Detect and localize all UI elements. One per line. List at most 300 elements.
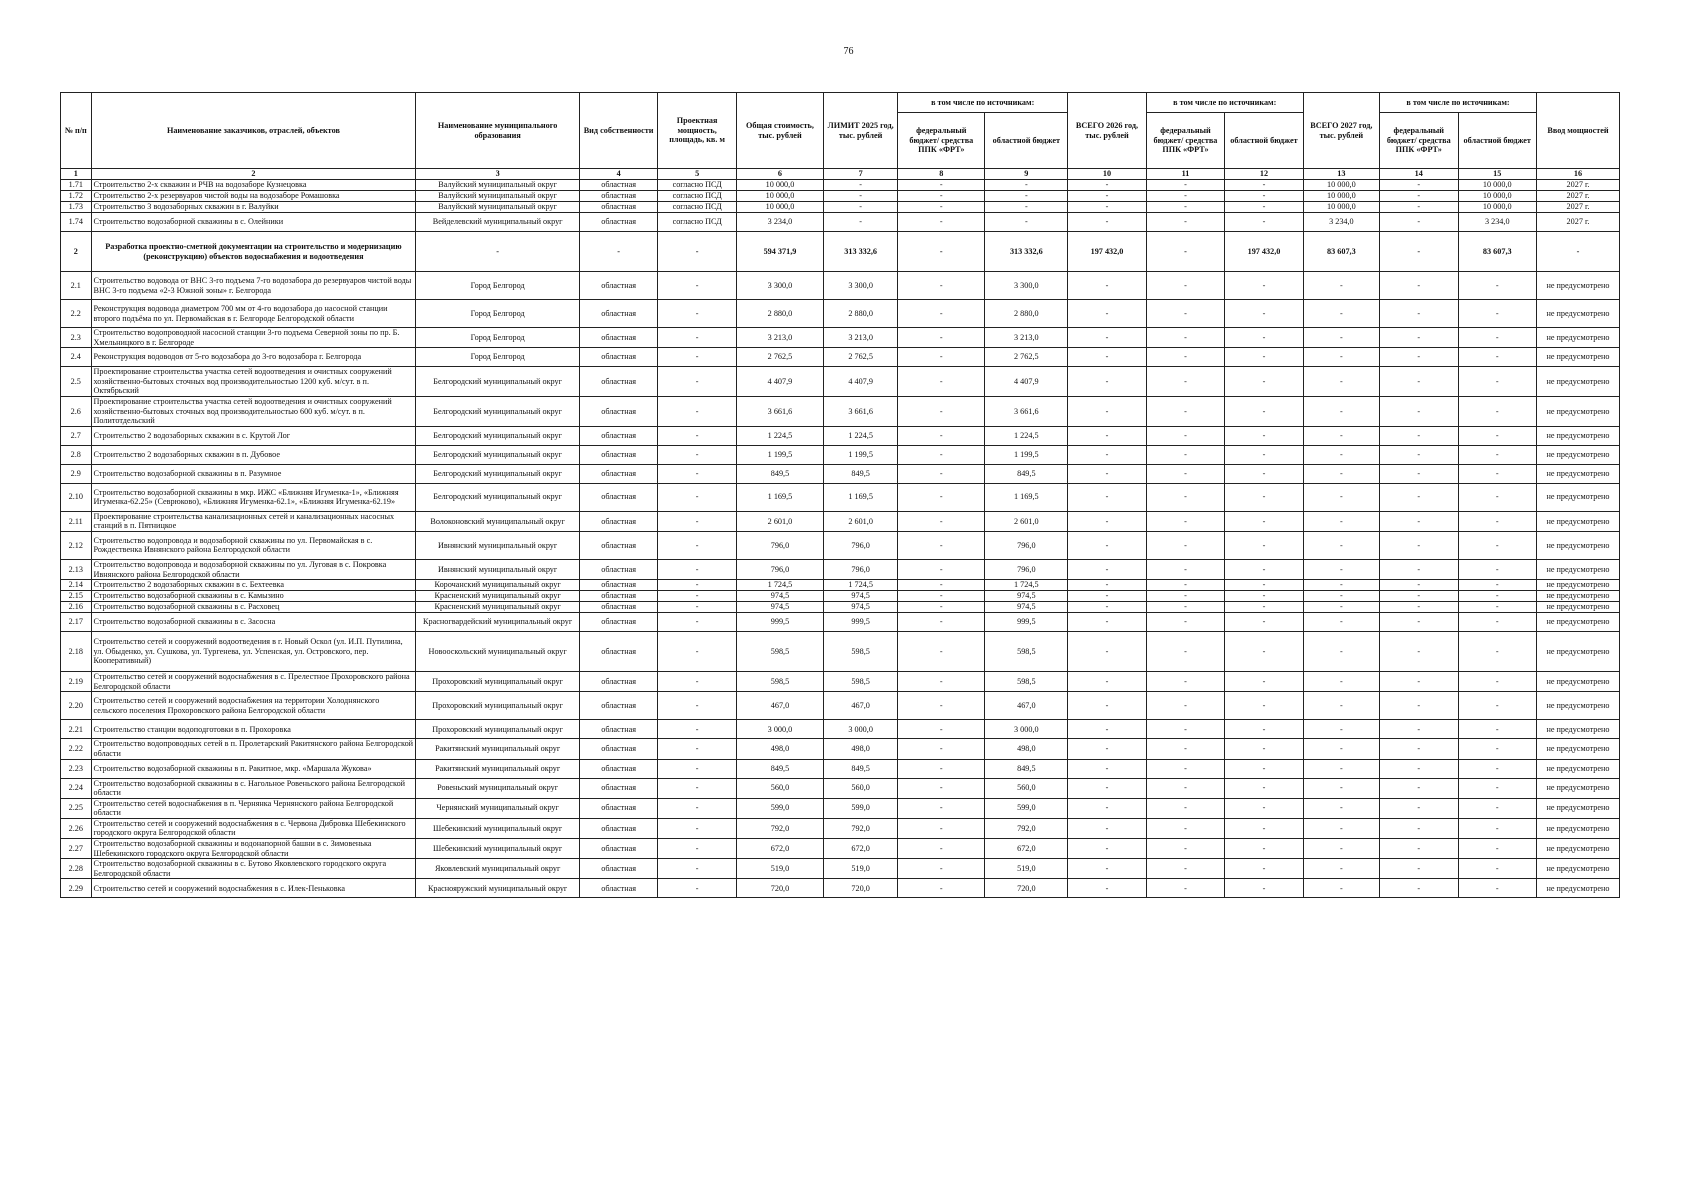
federal-2026-cell: - — [1146, 272, 1224, 300]
header-total-2027: ВСЕГО 2027 год, тыс. рублей — [1303, 93, 1379, 169]
object-name-cell: Реконструкция водоводов от 5-го водозабора до 3-го водозабора г. Белгорода — [91, 348, 416, 367]
object-name-cell: Строительство сетей и сооружений водоснабжения в с. Червона Дибровка Шебекинского городского округа Белгородской области — [91, 818, 416, 838]
object-name-cell: Строительство 2 водозаборных скважин в п. Дубовое — [91, 445, 416, 464]
total-2026-cell: - — [1068, 818, 1146, 838]
total-2026-cell: - — [1068, 531, 1146, 559]
header-ownership: Вид собственности — [579, 93, 657, 169]
limit-2025-cell: - — [824, 191, 898, 202]
ownership-cell: областная — [579, 367, 657, 397]
regional-2025-cell: 2 880,0 — [985, 300, 1068, 328]
total-cost-cell: 849,5 — [736, 464, 823, 483]
regional-2027-cell: 10 000,0 — [1458, 202, 1537, 213]
commissioning-cell: не предусмотрено — [1537, 818, 1620, 838]
ownership-cell: областная — [579, 778, 657, 798]
table-row — [61, 202, 1620, 213]
total-cost-cell: 3 300,0 — [736, 272, 823, 300]
regional-2027-cell: - — [1458, 839, 1537, 859]
total-2026-cell: - — [1068, 632, 1146, 672]
total-2027-cell: - — [1303, 602, 1379, 613]
federal-2026-cell: - — [1146, 191, 1224, 202]
commissioning-cell: 2027 г. — [1537, 213, 1620, 232]
limit-2025-cell: 519,0 — [824, 859, 898, 879]
ownership-cell: областная — [579, 511, 657, 531]
total-2027-cell: - — [1303, 559, 1379, 579]
ownership-cell: областная — [579, 859, 657, 879]
regional-2026-cell: - — [1225, 859, 1304, 879]
ownership-cell: областная — [579, 559, 657, 579]
total-cost-cell: 796,0 — [736, 531, 823, 559]
commissioning-cell: не предусмотрено — [1537, 464, 1620, 483]
capacity-cell: согласно ПСД — [658, 180, 736, 191]
total-2026-cell: - — [1068, 213, 1146, 232]
object-name-cell: Строительство 2 водозаборных скважин в с. Бехтеевка — [91, 580, 416, 591]
object-name-cell: Строительство водозаборной скважины в с. Расховец — [91, 602, 416, 613]
object-name-cell: Строительство станции водоподготовки в п. Прохоровка — [91, 720, 416, 739]
row-number-cell: 2.8 — [61, 445, 92, 464]
capacity-cell: - — [658, 396, 736, 426]
regional-2026-cell: - — [1225, 426, 1304, 445]
federal-2025-cell: - — [898, 483, 985, 511]
municipality-cell: Волоконовский муниципальный округ — [416, 511, 580, 531]
federal-2025-cell: - — [898, 396, 985, 426]
total-2026-cell: - — [1068, 613, 1146, 632]
total-2026-cell: - — [1068, 559, 1146, 579]
row-number-cell: 2.17 — [61, 613, 92, 632]
total-cost-cell: 1 224,5 — [736, 426, 823, 445]
total-2027-cell: 10 000,0 — [1303, 180, 1379, 191]
total-2026-cell: - — [1068, 483, 1146, 511]
federal-2027-cell: - — [1380, 232, 1458, 272]
object-name-cell: Строительство сетей водоснабжения в п. Чернянка Чернянского района Белгородской области — [91, 798, 416, 818]
municipality-cell: Ивнянский муниципальный округ — [416, 559, 580, 579]
federal-2026-cell: - — [1146, 559, 1224, 579]
ownership-cell: областная — [579, 180, 657, 191]
total-2026-cell: - — [1068, 859, 1146, 879]
header-name: Наименование заказчиков, отраслей, объектов — [91, 93, 416, 169]
table-row — [61, 300, 1620, 328]
row-number-cell: 2.5 — [61, 367, 92, 397]
table-row — [61, 445, 1620, 464]
regional-2025-cell: 974,5 — [985, 602, 1068, 613]
total-2026-cell: 197 432,0 — [1068, 232, 1146, 272]
table-row — [61, 839, 1620, 859]
total-2026-cell: - — [1068, 348, 1146, 367]
row-number-cell: 2.6 — [61, 396, 92, 426]
table-row — [61, 580, 1620, 591]
total-cost-cell: 792,0 — [736, 818, 823, 838]
federal-2026-cell: - — [1146, 396, 1224, 426]
total-2027-cell: 83 607,3 — [1303, 232, 1379, 272]
ownership-cell: областная — [579, 839, 657, 859]
municipality-cell: Город Белгород — [416, 272, 580, 300]
federal-2027-cell: - — [1380, 720, 1458, 739]
federal-2025-cell: - — [898, 367, 985, 397]
regional-2025-cell: 3 000,0 — [985, 720, 1068, 739]
ownership-cell: областная — [579, 426, 657, 445]
limit-2025-cell: - — [824, 180, 898, 191]
federal-2026-cell: - — [1146, 232, 1224, 272]
regional-2026-cell: - — [1225, 602, 1304, 613]
capacity-cell: - — [658, 580, 736, 591]
federal-2026-cell: - — [1146, 328, 1224, 348]
federal-2026-cell: - — [1146, 426, 1224, 445]
regional-2026-cell: - — [1225, 300, 1304, 328]
column-number: 9 — [985, 169, 1068, 180]
capacity-cell: - — [658, 531, 736, 559]
total-cost-cell: 3 000,0 — [736, 720, 823, 739]
limit-2025-cell: 796,0 — [824, 531, 898, 559]
ownership-cell: областная — [579, 672, 657, 692]
ownership-cell: областная — [579, 879, 657, 898]
commissioning-cell: не предусмотрено — [1537, 426, 1620, 445]
regional-2026-cell: - — [1225, 580, 1304, 591]
federal-2027-cell: - — [1380, 613, 1458, 632]
total-cost-cell: 999,5 — [736, 613, 823, 632]
ownership-cell: областная — [579, 300, 657, 328]
federal-2027-cell: - — [1380, 426, 1458, 445]
table-row — [61, 591, 1620, 602]
federal-2026-cell: - — [1146, 445, 1224, 464]
capacity-cell: - — [658, 798, 736, 818]
regional-2025-cell: - — [985, 213, 1068, 232]
regional-2026-cell: - — [1225, 531, 1304, 559]
total-cost-cell: 672,0 — [736, 839, 823, 859]
total-2027-cell: - — [1303, 511, 1379, 531]
total-2026-cell: - — [1068, 778, 1146, 798]
regional-2026-cell: - — [1225, 798, 1304, 818]
municipality-cell: Красненский муниципальный округ — [416, 602, 580, 613]
total-2026-cell: - — [1068, 464, 1146, 483]
federal-2025-cell: - — [898, 580, 985, 591]
ownership-cell: областная — [579, 759, 657, 778]
object-name-cell: Разработка проектно-сметной документации на строительство и модернизацию (реконструкцию) объектов водоснабжения и водоотведения — [91, 232, 416, 272]
regional-2025-cell: 3 213,0 — [985, 328, 1068, 348]
municipality-cell: Город Белгород — [416, 300, 580, 328]
column-number: 13 — [1303, 169, 1379, 180]
row-number-cell: 2.23 — [61, 759, 92, 778]
regional-2025-cell: 560,0 — [985, 778, 1068, 798]
regional-2025-cell: - — [985, 191, 1068, 202]
municipality-cell: Прохоровский муниципальный округ — [416, 692, 580, 720]
total-2027-cell: - — [1303, 531, 1379, 559]
commissioning-cell: не предусмотрено — [1537, 879, 1620, 898]
object-name-cell: Строительство 2-х резервуаров чистой воды на водозаборе Ромашовка — [91, 191, 416, 202]
federal-2027-cell: - — [1380, 213, 1458, 232]
regional-2025-cell: 3 661,6 — [985, 396, 1068, 426]
limit-2025-cell: 599,0 — [824, 798, 898, 818]
federal-2027-cell: - — [1380, 759, 1458, 778]
object-name-cell: Строительство водопроводной насосной станции 3-го подъема Северной зоны по пр. Б. Хмельницкого в г. Белгороде — [91, 328, 416, 348]
capacity-cell: - — [658, 511, 736, 531]
column-number: 4 — [579, 169, 657, 180]
object-name-cell: Строительство 2 водозаборных скважин в с. Крутой Лог — [91, 426, 416, 445]
commissioning-cell: не предусмотрено — [1537, 396, 1620, 426]
regional-2026-cell: - — [1225, 559, 1304, 579]
ownership-cell: областная — [579, 692, 657, 720]
commissioning-cell: не предусмотрено — [1537, 348, 1620, 367]
table-row — [61, 348, 1620, 367]
municipality-cell: Валуйский муниципальный округ — [416, 180, 580, 191]
federal-2025-cell: - — [898, 426, 985, 445]
federal-2025-cell: - — [898, 692, 985, 720]
table-row — [61, 720, 1620, 739]
federal-2027-cell: - — [1380, 511, 1458, 531]
header-sources-2027: в том числе по источникам: — [1380, 93, 1537, 113]
table-row — [61, 759, 1620, 778]
capacity-cell: - — [658, 602, 736, 613]
row-number-cell: 2.28 — [61, 859, 92, 879]
row-number-cell: 2.1 — [61, 272, 92, 300]
page-number: 76 — [843, 46, 854, 57]
limit-2025-cell: 2 880,0 — [824, 300, 898, 328]
header-total-cost: Общая стоимость, тыс. рублей — [736, 93, 823, 169]
federal-2026-cell: - — [1146, 591, 1224, 602]
regional-2026-cell: - — [1225, 396, 1304, 426]
limit-2025-cell: 672,0 — [824, 839, 898, 859]
limit-2025-cell: 2 601,0 — [824, 511, 898, 531]
regional-2025-cell: 2 762,5 — [985, 348, 1068, 367]
total-2027-cell: - — [1303, 818, 1379, 838]
header-regional-2026: областной бюджет — [1225, 113, 1304, 169]
row-number-cell: 2.29 — [61, 879, 92, 898]
regional-2025-cell: 498,0 — [985, 739, 1068, 759]
municipality-cell: Новооскольский муниципальный округ — [416, 632, 580, 672]
commissioning-cell: не предусмотрено — [1537, 559, 1620, 579]
ownership-cell: областная — [579, 602, 657, 613]
regional-2025-cell: 599,0 — [985, 798, 1068, 818]
table-row — [61, 778, 1620, 798]
federal-2027-cell: - — [1380, 739, 1458, 759]
total-2026-cell: - — [1068, 511, 1146, 531]
object-name-cell: Строительство сетей и сооружений водоснабжения в с. Илек-Пеньковка — [91, 879, 416, 898]
federal-2026-cell: - — [1146, 202, 1224, 213]
regional-2027-cell: 10 000,0 — [1458, 180, 1537, 191]
total-2027-cell: 10 000,0 — [1303, 202, 1379, 213]
regional-2027-cell: 3 234,0 — [1458, 213, 1537, 232]
limit-2025-cell: 598,5 — [824, 632, 898, 672]
municipality-cell: Белгородский муниципальный округ — [416, 396, 580, 426]
regional-2026-cell: - — [1225, 213, 1304, 232]
total-2026-cell: - — [1068, 692, 1146, 720]
column-number: 10 — [1068, 169, 1146, 180]
row-number-cell: 2.20 — [61, 692, 92, 720]
ownership-cell: областная — [579, 464, 657, 483]
table-header — [61, 93, 1620, 180]
federal-2027-cell: - — [1380, 445, 1458, 464]
table-row — [61, 798, 1620, 818]
federal-2027-cell: - — [1380, 396, 1458, 426]
total-2026-cell: - — [1068, 739, 1146, 759]
regional-2025-cell: 598,5 — [985, 632, 1068, 672]
municipality-cell: Красногвардейский муниципальный округ — [416, 613, 580, 632]
regional-2027-cell: - — [1458, 879, 1537, 898]
capacity-cell: - — [658, 232, 736, 272]
total-2026-cell: - — [1068, 798, 1146, 818]
total-2027-cell: - — [1303, 396, 1379, 426]
row-number-cell: 2.21 — [61, 720, 92, 739]
commissioning-cell: не предусмотрено — [1537, 692, 1620, 720]
object-name-cell: Строительство водозаборной скважины в мкр. ИЖС «Ближняя Игуменка-1», «Ближняя Игуменка-62.25» (Севрюково), «Ближняя Игуменка-62.1», «Ближняя Игуменка-62.19» — [91, 483, 416, 511]
table-row — [61, 692, 1620, 720]
regional-2027-cell: - — [1458, 632, 1537, 672]
column-number: 14 — [1380, 169, 1458, 180]
federal-2027-cell: - — [1380, 180, 1458, 191]
header-num: № п/п — [61, 93, 92, 169]
limit-2025-cell: 1 224,5 — [824, 426, 898, 445]
municipality-cell: Ракитянский муниципальный округ — [416, 759, 580, 778]
regional-2027-cell: - — [1458, 464, 1537, 483]
commissioning-cell: не предусмотрено — [1537, 759, 1620, 778]
municipality-cell: Валуйский муниципальный округ — [416, 202, 580, 213]
commissioning-cell: не предусмотрено — [1537, 511, 1620, 531]
total-2026-cell: - — [1068, 426, 1146, 445]
ownership-cell: областная — [579, 613, 657, 632]
table-row — [61, 426, 1620, 445]
object-name-cell: Строительство 2-х скважин и РЧВ на водозаборе Кузнецовка — [91, 180, 416, 191]
regional-2025-cell: - — [985, 202, 1068, 213]
total-2026-cell: - — [1068, 180, 1146, 191]
row-number-cell: 2.18 — [61, 632, 92, 672]
total-2027-cell: - — [1303, 426, 1379, 445]
municipality-cell: Шебекинский муниципальный округ — [416, 818, 580, 838]
municipality-cell: Ракитянский муниципальный округ — [416, 739, 580, 759]
capacity-cell: - — [658, 839, 736, 859]
regional-2026-cell: - — [1225, 632, 1304, 672]
federal-2026-cell: - — [1146, 839, 1224, 859]
regional-2025-cell: 467,0 — [985, 692, 1068, 720]
total-2026-cell: - — [1068, 591, 1146, 602]
federal-2027-cell: - — [1380, 798, 1458, 818]
municipality-cell: Прохоровский муниципальный округ — [416, 720, 580, 739]
ownership-cell: областная — [579, 328, 657, 348]
municipality-cell: Чернянский муниципальный округ — [416, 798, 580, 818]
total-cost-cell: 720,0 — [736, 879, 823, 898]
limit-2025-cell: 796,0 — [824, 559, 898, 579]
header-municipality: Наименование муниципального образования — [416, 93, 580, 169]
municipality-cell: Белгородский муниципальный округ — [416, 445, 580, 464]
commissioning-cell: не предусмотрено — [1537, 632, 1620, 672]
capacity-cell: - — [658, 559, 736, 579]
capacity-cell: - — [658, 367, 736, 397]
total-2027-cell: 3 234,0 — [1303, 213, 1379, 232]
row-number-cell: 2.11 — [61, 511, 92, 531]
federal-2025-cell: - — [898, 328, 985, 348]
regional-2026-cell: - — [1225, 879, 1304, 898]
regional-2026-cell: - — [1225, 272, 1304, 300]
limit-2025-cell: 313 332,6 — [824, 232, 898, 272]
total-cost-cell: 4 407,9 — [736, 367, 823, 397]
regional-2027-cell: - — [1458, 531, 1537, 559]
ownership-cell: областная — [579, 739, 657, 759]
row-number-cell: 2.16 — [61, 602, 92, 613]
total-cost-cell: 3 213,0 — [736, 328, 823, 348]
commissioning-cell: не предусмотрено — [1537, 798, 1620, 818]
total-2027-cell: - — [1303, 839, 1379, 859]
commissioning-cell: не предусмотрено — [1537, 720, 1620, 739]
capacity-cell: согласно ПСД — [658, 191, 736, 202]
federal-2027-cell: - — [1380, 559, 1458, 579]
limit-2025-cell: 4 407,9 — [824, 367, 898, 397]
federal-2026-cell: - — [1146, 778, 1224, 798]
regional-2027-cell: 83 607,3 — [1458, 232, 1537, 272]
regional-2027-cell: - — [1458, 396, 1537, 426]
regional-2026-cell: - — [1225, 348, 1304, 367]
federal-2025-cell: - — [898, 839, 985, 859]
object-name-cell: Строительство водозаборной скважины в с. Камызино — [91, 591, 416, 602]
federal-2026-cell: - — [1146, 213, 1224, 232]
total-2026-cell: - — [1068, 720, 1146, 739]
federal-2027-cell: - — [1380, 202, 1458, 213]
federal-2027-cell: - — [1380, 328, 1458, 348]
row-number-cell: 2 — [61, 232, 92, 272]
limit-2025-cell: 2 762,5 — [824, 348, 898, 367]
table-row — [61, 213, 1620, 232]
regional-2027-cell: - — [1458, 580, 1537, 591]
commissioning-cell: 2027 г. — [1537, 180, 1620, 191]
table-row — [61, 396, 1620, 426]
total-cost-cell: 10 000,0 — [736, 191, 823, 202]
regional-2026-cell: - — [1225, 202, 1304, 213]
total-cost-cell: 598,5 — [736, 632, 823, 672]
row-number-cell: 2.27 — [61, 839, 92, 859]
object-name-cell: Реконструкция водовода диаметром 700 мм от 4-го водозабора до насосной станции второго подъёма по ул. Первомайская в г. Белгороде Белгородской области — [91, 300, 416, 328]
ownership-cell: областная — [579, 396, 657, 426]
total-cost-cell: 1 169,5 — [736, 483, 823, 511]
regional-2026-cell: - — [1225, 613, 1304, 632]
federal-2025-cell: - — [898, 859, 985, 879]
limit-2025-cell: 3 213,0 — [824, 328, 898, 348]
federal-2027-cell: - — [1380, 300, 1458, 328]
limit-2025-cell: 974,5 — [824, 591, 898, 602]
total-2027-cell: - — [1303, 464, 1379, 483]
regional-2027-cell: - — [1458, 511, 1537, 531]
regional-2027-cell: - — [1458, 300, 1537, 328]
regional-2027-cell: - — [1458, 720, 1537, 739]
municipality-cell: Ивнянский муниципальный округ — [416, 531, 580, 559]
object-name-cell: Строительство водовода от ВНС 3-го подъема 7-го водозабора до резервуаров чистой воды ВНС 3-го подъема «2-3 Южной зоны» г. Белгорода — [91, 272, 416, 300]
object-name-cell: Строительство водопровода и водозаборной скважины по ул. Первомайская в с. Рождественка Ивнянского района Белгородской области — [91, 531, 416, 559]
municipality-cell: Город Белгород — [416, 348, 580, 367]
federal-2026-cell: - — [1146, 720, 1224, 739]
total-2027-cell: - — [1303, 798, 1379, 818]
federal-2025-cell: - — [898, 879, 985, 898]
capacity-cell: - — [658, 328, 736, 348]
header-sources-2025: в том числе по источникам: — [898, 93, 1068, 113]
municipality-cell: Краснояружский муниципальный округ — [416, 879, 580, 898]
federal-2027-cell: - — [1380, 367, 1458, 397]
regional-2026-cell: - — [1225, 191, 1304, 202]
total-2027-cell: - — [1303, 859, 1379, 879]
limit-2025-cell: - — [824, 213, 898, 232]
municipality-cell: Город Белгород — [416, 328, 580, 348]
commissioning-cell: не предусмотрено — [1537, 445, 1620, 464]
federal-2025-cell: - — [898, 632, 985, 672]
object-name-cell: Строительство водозаборной скважины в с. Засосна — [91, 613, 416, 632]
total-2026-cell: - — [1068, 272, 1146, 300]
total-2026-cell: - — [1068, 759, 1146, 778]
regional-2027-cell: - — [1458, 759, 1537, 778]
total-2027-cell: - — [1303, 272, 1379, 300]
regional-2027-cell: - — [1458, 591, 1537, 602]
total-2027-cell: - — [1303, 483, 1379, 511]
regional-2025-cell: 849,5 — [985, 759, 1068, 778]
federal-2026-cell: - — [1146, 759, 1224, 778]
federal-2025-cell: - — [898, 818, 985, 838]
federal-2025-cell: - — [898, 759, 985, 778]
capacity-cell: согласно ПСД — [658, 213, 736, 232]
investment-table — [60, 92, 1620, 898]
total-cost-cell: 2 601,0 — [736, 511, 823, 531]
